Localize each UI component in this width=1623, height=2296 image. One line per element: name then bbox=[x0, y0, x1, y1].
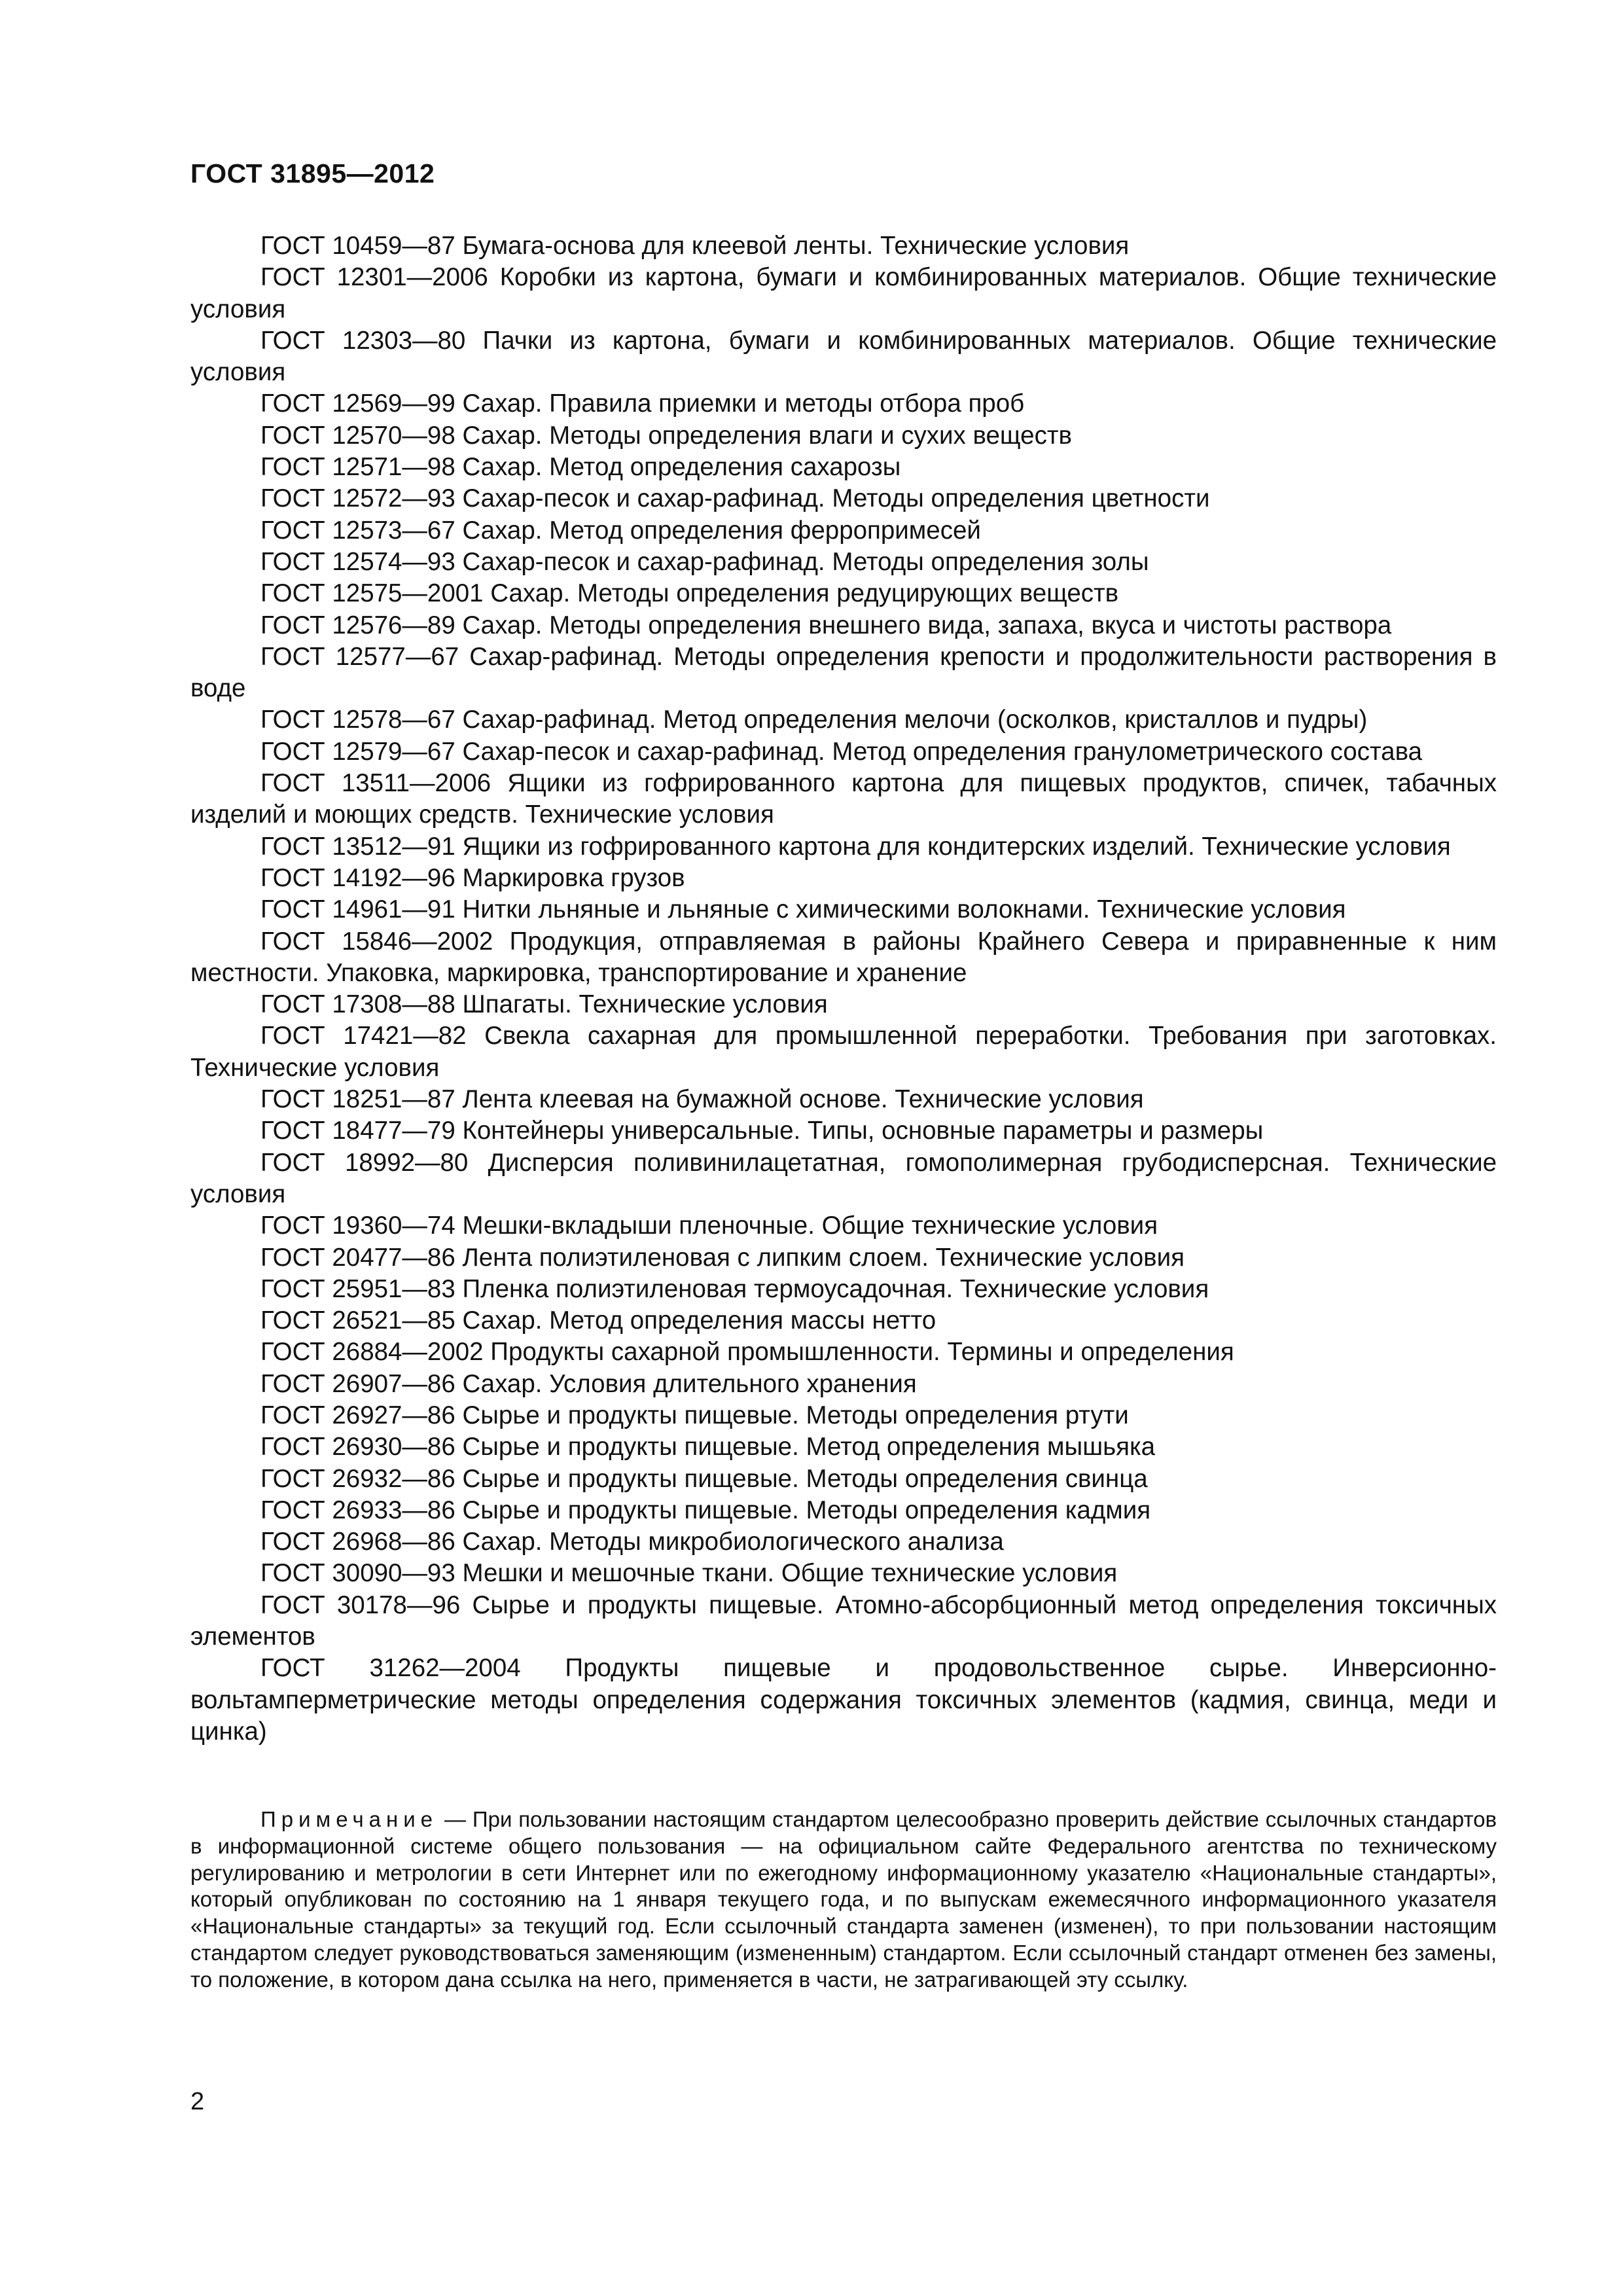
reference-item: ГОСТ 18251—87 Лента клеевая на бумажной основе. Технические условия bbox=[260, 1085, 1144, 1114]
reference-item: ГОСТ 12573—67 Сахар. Метод определения ферропримесей bbox=[260, 516, 981, 545]
reference-item: ГОСТ 12571—98 Сахар. Метод определения сахарозы bbox=[260, 453, 901, 482]
reference-item: ГОСТ 12575—2001 Сахар. Методы определения редуцирующих веществ bbox=[260, 579, 1119, 608]
reference-item: ГОСТ 26884—2002 Продукты сахарной промышленности. Термины и определения bbox=[260, 1338, 1234, 1367]
normative-references-list bbox=[190, 230, 1497, 1748]
reference-item: ГОСТ 15846—2002 Продукция, отправляемая в районы Крайнего Севера и приравненные к ним местности. Упаковка, маркировка, транспортирование и хранение bbox=[190, 927, 1497, 987]
reference-item: ГОСТ 12303—80 Пачки из картона, бумаги и комбинированных материалов. Общие технические условия bbox=[190, 326, 1497, 387]
reference-item: ГОСТ 17421—82 Свекла сахарная для промышленной переработки. Требования при заготовках. Технические условия bbox=[190, 1022, 1497, 1082]
reference-item: ГОСТ 12576—89 Сахар. Методы определения внешнего вида, запаха, вкуса и чистоты раствора bbox=[260, 611, 1392, 639]
reference-item: ГОСТ 12574—93 Сахар-песок и сахар-рафинад. Методы определения золы bbox=[260, 547, 1149, 576]
reference-item: ГОСТ 14961—91 Нитки льняные и льняные с химическими волокнами. Технические условия bbox=[260, 895, 1346, 924]
reference-item: ГОСТ 20477—86 Лента полиэтиленовая с липким слоем. Технические условия bbox=[260, 1243, 1185, 1272]
reference-item: ГОСТ 30178—96 Сырье и продукты пищевые. Атомно-абсорбционный метод определения токсичных элементов bbox=[190, 1590, 1497, 1651]
reference-item: ГОСТ 18992—80 Дисперсия поливинилацетатная, гомополимерная грубодисперсная. Технические условия bbox=[190, 1148, 1497, 1208]
reference-item: ГОСТ 26930—86 Сырье и продукты пищевые. Метод определения мышьяка bbox=[260, 1433, 1156, 1462]
reference-item: ГОСТ 26927—86 Сырье и продукты пищевые. Методы определения ртути bbox=[260, 1401, 1129, 1429]
reference-item: ГОСТ 13511—2006 Ящики из гофрированного картона для пищевых продуктов, спичек, табачных изделий и моющих средств. Технические условия bbox=[190, 769, 1497, 829]
reference-item: ГОСТ 14192—96 Маркировка грузов bbox=[260, 863, 685, 892]
reference-item: ГОСТ 12570—98 Сахар. Методы определения влаги и сухих веществ bbox=[260, 421, 1072, 450]
page-number: 2 bbox=[190, 2088, 205, 2115]
reference-item: ГОСТ 26932—86 Сырье и продукты пищевые. Методы определения свинца bbox=[260, 1464, 1148, 1493]
reference-item: ГОСТ 12577—67 Сахар-рафинад. Методы определения крепости и продолжительности растворения в воде bbox=[190, 642, 1497, 703]
reference-item: ГОСТ 10459—87 Бумага-основа для клеевой ленты. Технические условия bbox=[260, 232, 1130, 260]
reference-item: ГОСТ 12579—67 Сахар-песок и сахар-рафинад. Метод определения гранулометрического состава bbox=[260, 737, 1423, 766]
reference-item: ГОСТ 19360—74 Мешки-вкладыши пленочные. Общие технические условия bbox=[260, 1211, 1158, 1240]
reference-item: ГОСТ 25951—83 Пленка полиэтиленовая термоусадочная. Технические условия bbox=[260, 1274, 1209, 1303]
note-paragraph bbox=[190, 1806, 1497, 1994]
reference-item: ГОСТ 26968—86 Сахар. Методы микробиологического анализа bbox=[260, 1528, 1004, 1556]
note-text: — При пользовании настоящим стандартом целесообразно проверить действие ссылочных стандартов в информационной системе общего пользования — на официальном сайте Федерального агентства по техническому регулированию и метрологии в сети Интернет или по ежегодному информационному указателю «Национальные стандарты», который опубликован по состоянию на 1 января текущего года, и по выпускам ежемесячного информационного указателя «Национальные стандарты» за текущий год. Если ссылочный стандарта заменен (изменен), то при пользовании настоящим стандартом следует руководствоваться заменяющим (измененным) стандартом. Если ссылочный стандарт отменен без замены, то положение, в котором дана ссылка на него, применяется в части, не затрагивающей эту ссылку. bbox=[190, 1807, 1497, 1992]
reference-item: ГОСТ 30090—93 Мешки и мешочные ткани. Общие технические условия bbox=[260, 1559, 1118, 1588]
reference-item: ГОСТ 31262—2004 Продукты пищевые и продовольственное сырье. Инверсионно-вольтамперметрические методы определения содержания токсичных элементов (кадмия, свинца, меди и цинка) bbox=[190, 1654, 1497, 1746]
reference-item: ГОСТ 26907—86 Сахар. Условия длительного хранения bbox=[260, 1369, 917, 1398]
reference-item: ГОСТ 17308—88 Шпагаты. Технические условия bbox=[260, 990, 828, 1019]
note-label: Примечание bbox=[260, 1807, 438, 1831]
reference-item: ГОСТ 12301—2006 Коробки из картона, бумаги и комбинированных материалов. Общие технические условия bbox=[190, 263, 1497, 323]
reference-item: ГОСТ 26933—86 Сырье и продукты пищевые. Методы определения кадмия bbox=[260, 1496, 1151, 1524]
reference-item: ГОСТ 26521—85 Сахар. Метод определения массы нетто bbox=[260, 1306, 936, 1335]
document-header: ГОСТ 31895—2012 bbox=[190, 158, 435, 188]
reference-item: ГОСТ 12578—67 Сахар-рафинад. Метод определения мелочи (осколков, кристаллов и пудры) bbox=[260, 706, 1368, 734]
reference-item: ГОСТ 18477—79 Контейнеры универсальные. Типы, основные параметры и размеры bbox=[260, 1117, 1264, 1145]
reference-item: ГОСТ 13512—91 Ящики из гофрированного картона для кондитерских изделий. Технические условия bbox=[260, 832, 1451, 861]
reference-item: ГОСТ 12572—93 Сахар-песок и сахар-рафинад. Методы определения цветности bbox=[260, 484, 1210, 513]
reference-item: ГОСТ 12569—99 Сахар. Правила приемки и методы отбора проб bbox=[260, 389, 1025, 418]
